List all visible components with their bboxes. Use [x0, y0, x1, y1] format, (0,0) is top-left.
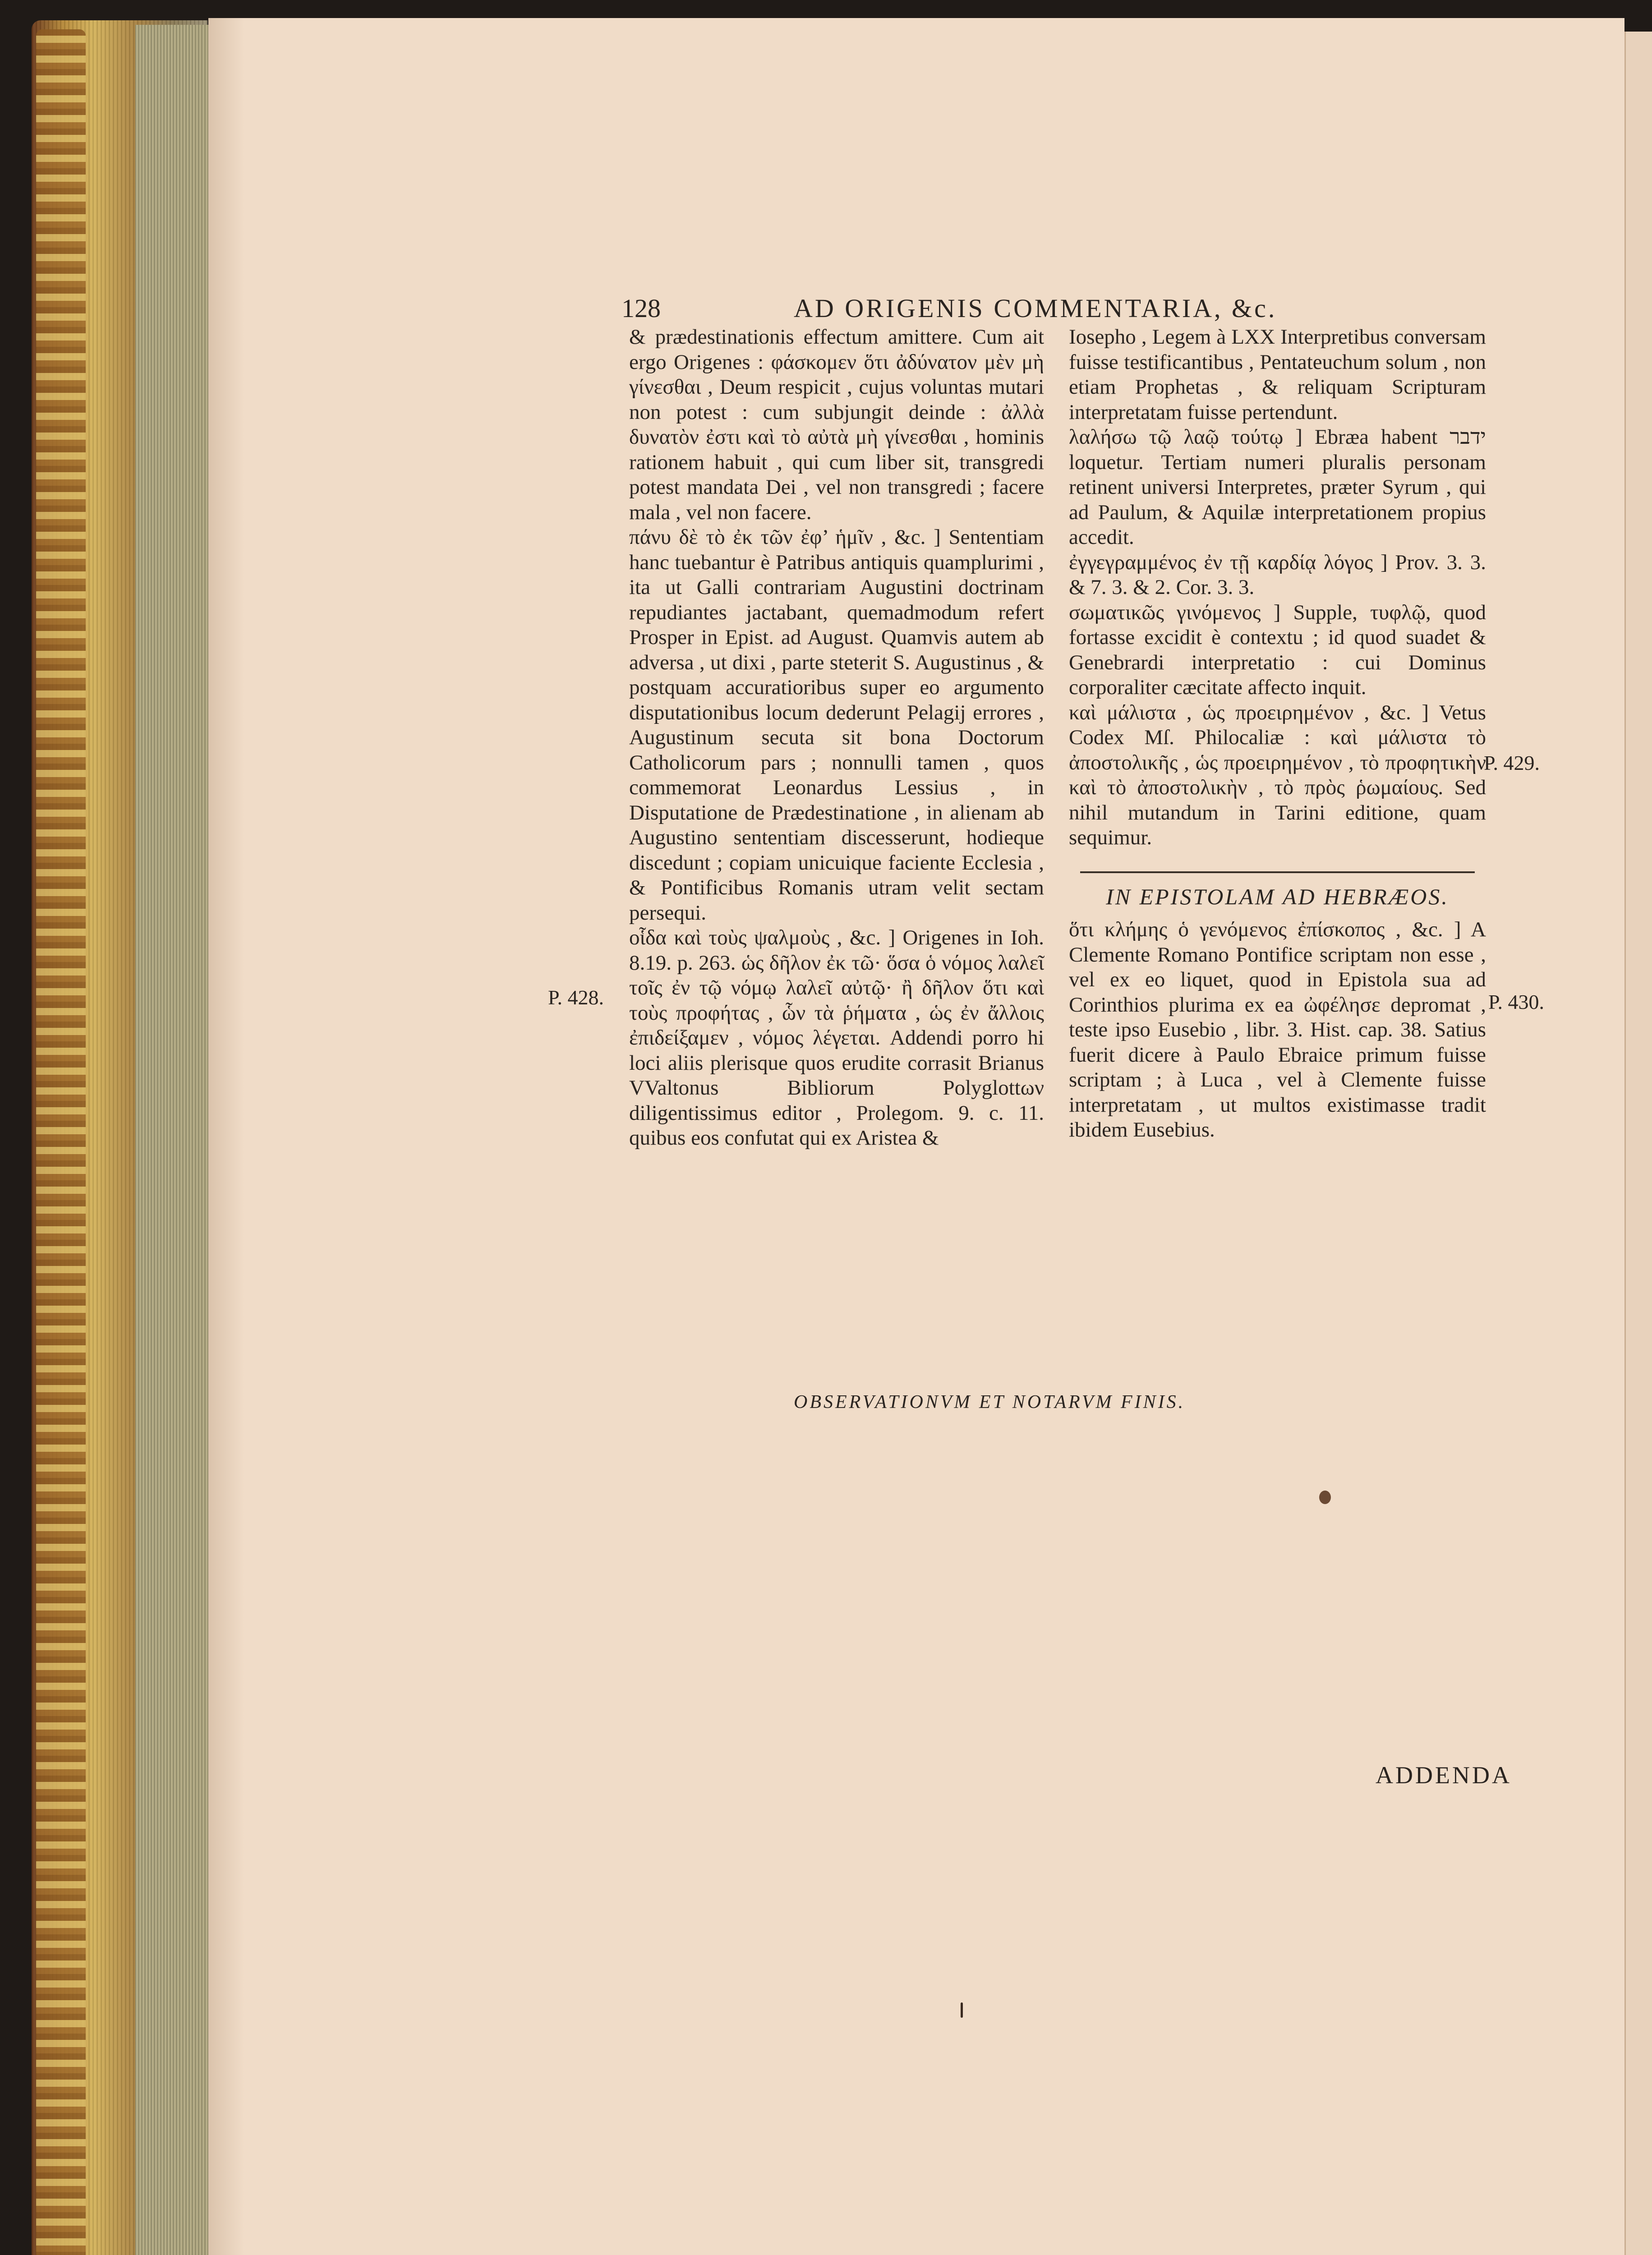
left-paragraph-2: πάνυ δὲ τὸ ἐκ τῶν ἐφ’ ἡμῖν , &c. ] Sententiam hanc tuebantur è Patribus antiquis quamplurimi , ita ut Galli contrariam Augustini doctrinam repudiantes jactabant, quemadmodum refert Prosper in Epist. ad August. Quamvis autem ab adversa , ut dixi , parte steterit S. Augustinus , & postquam accuratioribus super eo argumento disputationibus locum dederunt Pelagij errores , Augustinum secuta sit bona Doctorum Catholicorum pars ; nonnulli tamen , quos commemorat Leonardus Lessius , in Disputatione de Prædestinatione , in alienam ab Augustino sententiam discesserunt, hodieque discedunt ; copiam unicuique faciente Ecclesia , & Pontificibus Romanis utram velit sectam persequi. [629, 525, 1044, 925]
right-paragraph-4: σωματικῶς γινόμενος ] Supple, τυφλῷ, quod fortasse excidit è contextu ; id quod suadet & Genebrardi interpretatio : cui Dominus corporaliter cæcitate affecto inquit. [1069, 600, 1486, 699]
section-divider [1080, 871, 1475, 873]
margin-note-p430: P. 430. [1488, 990, 1544, 1013]
gilt-tooling-pattern [36, 29, 86, 2255]
running-title: AD ORIGENIS COMMENTARIA, &c. [794, 294, 1277, 323]
section-paragraph-1: ὅτι κλήμης ὁ γενόμενος ἐπίσκοπος , &c. ] A Clemente Romano Pontifice scriptam non esse , vel ex eo liquet, quod in Epistola sua ad Corinthios plurima ex ea ὠφέλησε depromat , teste ipso Eusebio , libr. 3. Hist. cap. 38. Satius fuerit dicere à Paulo Ebraice primum fuisse scriptam ; à Luca , vel à Clemente fuisse interpretatam , ut multos existimasse tradit ibidem Eusebius. [1069, 918, 1486, 1141]
page-number: 128 [621, 294, 661, 323]
right-paragraph-2: λαλήσω τῷ λαῷ τούτῳ ] Ebræa habent ידבר loquetur. Tertiam numeri pluralis personam retinent universi Interpretes, præter Syrum , qui ad Paulum, & Aquilæ interpretationem propius accedit. [1069, 425, 1486, 549]
ink-mark [961, 2002, 963, 2018]
margin-note-p428: P. 428. [548, 986, 604, 1009]
finis-line: OBSERVATIONVM ET NOTARVM FINIS. [794, 1392, 1186, 1413]
right-column [1069, 325, 1486, 1143]
right-paragraph-3: ἐγγεγραμμένος ἐν τῇ καρδίᾳ λόγος ] Prov. 3. 3. & 7. 3. & 2. Cor. 3. 3. [1069, 550, 1486, 599]
right-paragraph-1: Iosepho , Legem à LXX Interpretibus conversam fuisse testificantibus , Pentateuchum solum , non etiam Prophetas , & reliquam Scripturam interpretatam fuisse pertendunt. [1069, 325, 1486, 424]
section-title: IN EPISTOLAM AD HEBRÆOS. [1106, 884, 1449, 909]
left-paragraph-3: οἷδα καὶ τοὺς ψαλμοὺς , &c. ] Origenes in Ioh. 8.19. p. 263. ὡς δῆλον ἐκ τῶ· ὅσα ὁ νόμος λαλεῖ τοῖς ἐν τῷ νόμῳ λαλεῖ αὐτῷ· ἢ δῆλον ὅτι καὶ τοὺς προφήτας , ὧν τὰ ῥήματα , ὡς ἐν ἄλλοις ἐπιδείξαμεν , νόμος λέγεται. Addendi porro hi loci aliis plerisque quos erudite corrasit Brianus VValtonus Bibliorum Polyglottων diligentissimus editor , Prolegom. 9. c. 11. quibus eos confutat qui ex Aristea & [629, 926, 1044, 1150]
margin-note-p429: P. 429. [1484, 751, 1540, 774]
facing-page-edge [1624, 32, 1652, 2255]
left-paragraph-1: & prædestinationis effectum amittere. Cum ait ergo Origenes : φάσκομεν ὅτι ἀδύνατον μὲν μὴ γίνεσθαι , Deum respicit , cujus voluntas mutari non potest : cum subjungit deinde : ἀλλὰ δυνατὸν ἐστι καὶ τὸ αὐτὰ μὴ γίνεσθαι , hominis rationem habuit , qui cum liber sit, transgredi potest mandata Dei , vel non transgredi ; facere mala , vel non facere. [629, 325, 1044, 524]
right-paragraph-5: καὶ μάλιστα , ὡς προειρημένον , &c. ] Vetus Codex Mſ. Philocaliæ : καὶ μάλιστα τὸ ἀποστολικῆς , ὡς προειρημένον , τὸ προφητικὴν καὶ τὸ ἀποστολικὴν , τὸ πρὸς ῥωμαίους. Sed nihil mutandum in Tarini editione, quam sequimur. [1069, 700, 1486, 849]
catchword: ADDENDA [1376, 1762, 1512, 1789]
page-edges [135, 25, 212, 2255]
left-column [629, 325, 1044, 1151]
foxing-spot [1319, 1491, 1331, 1504]
